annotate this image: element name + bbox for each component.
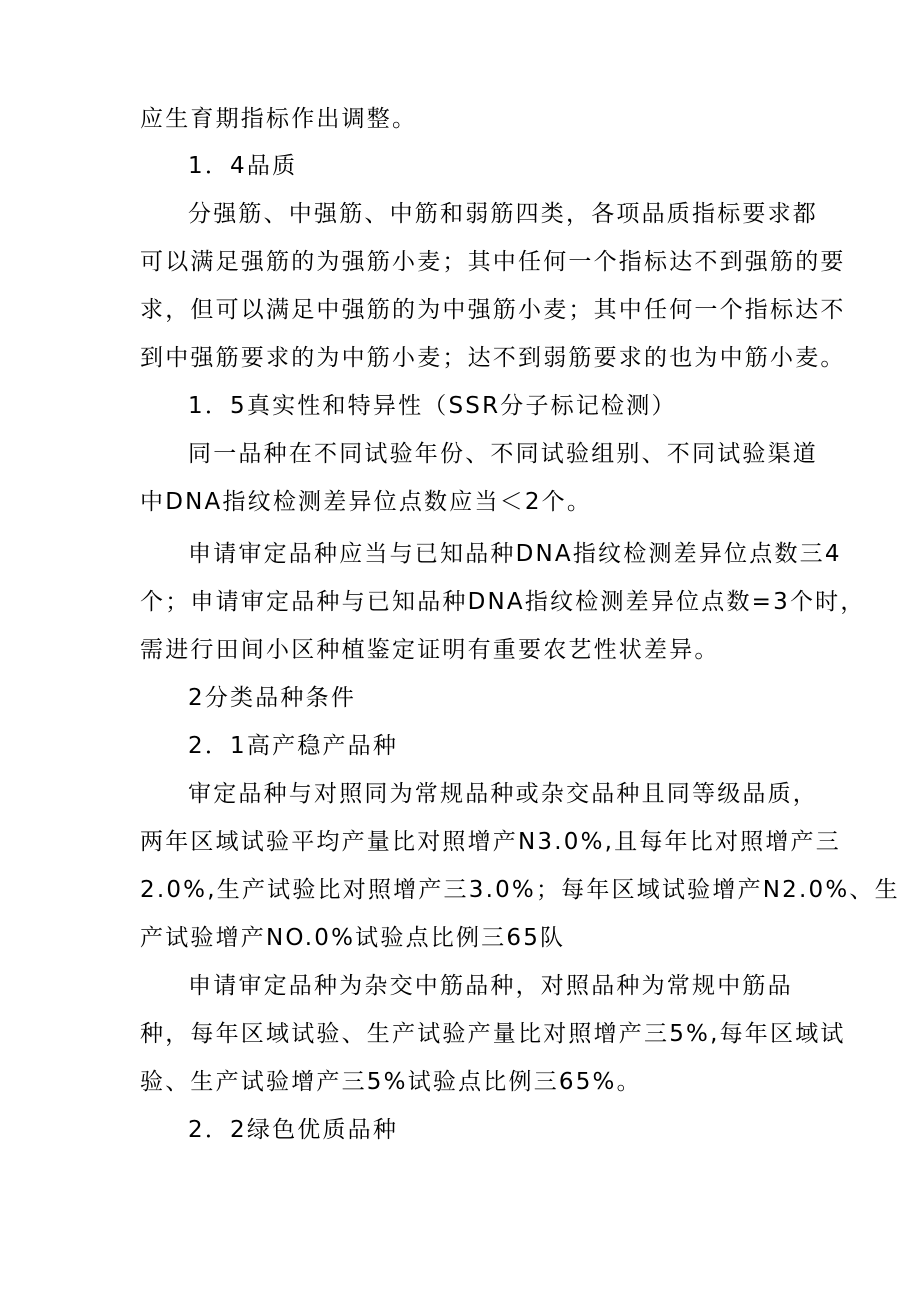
paragraph-line: 审定品种与对照同为常规品种或杂交品种且同等级品质， <box>188 781 818 807</box>
paragraph-line: 求，但可以满足中强筋的为中强筋小麦；其中任何一个指标达不 <box>140 297 846 323</box>
paragraph-line: 验、生产试验增产三5%试验点比例三65%。 <box>140 1069 642 1095</box>
paragraph-line: 申请审定品种为杂交中筋品种，对照品种为常规中筋品 <box>188 973 793 999</box>
paragraph-line: 应生育期指标作出调整。 <box>140 106 418 132</box>
paragraph-line: 到中强筋要求的为中筋小麦；达不到弱筋要求的也为中筋小麦。 <box>140 345 846 371</box>
paragraph-line: 个；申请审定品种与已知品种DNA指纹检测差异位点数=3个时， <box>140 589 866 615</box>
paragraph-line: 产试验增产NO.0%试验点比例三65队 <box>140 925 566 951</box>
paragraph-line: 中DNA指纹检测差异位点数应当＜2个。 <box>140 489 593 515</box>
section-heading-green-quality: 2．2绿色优质品种 <box>188 1117 399 1143</box>
paragraph-line: 申请审定品种应当与已知品种DNA指纹检测差异位点数三4 <box>188 541 842 567</box>
paragraph-line: 分强筋、中强筋、中筋和弱筋四类，各项品质指标要求都 <box>188 201 818 227</box>
section-heading-high-yield: 2．1高产稳产品种 <box>188 733 399 759</box>
section-heading-authenticity: 1．5真实性和特异性（SSR分子标记检测） <box>188 393 677 419</box>
paragraph-line: 需进行田间小区种植鉴定证明有重要农艺性状差异。 <box>140 637 720 663</box>
paragraph-line: 同一品种在不同试验年份、不同试验组别、不同试验渠道 <box>188 441 818 467</box>
paragraph-line: 两年区域试验平均产量比对照增产N3.0%,且每年比对照增产三 <box>140 829 841 855</box>
section-heading-classification: 2分类品种条件 <box>188 685 357 711</box>
paragraph-line: 可以满足强筋的为强筋小麦；其中任何一个指标达不到强筋的要 <box>140 249 846 275</box>
section-heading-quality: 1．4品质 <box>188 153 298 179</box>
paragraph-line: 2.0%,生产试验比对照增产三3.0%；每年区域试验增产N2.0%、生 <box>140 877 900 903</box>
paragraph-line: 种，每年区域试验、生产试验产量比对照增产三5%,每年区域试 <box>140 1021 846 1047</box>
